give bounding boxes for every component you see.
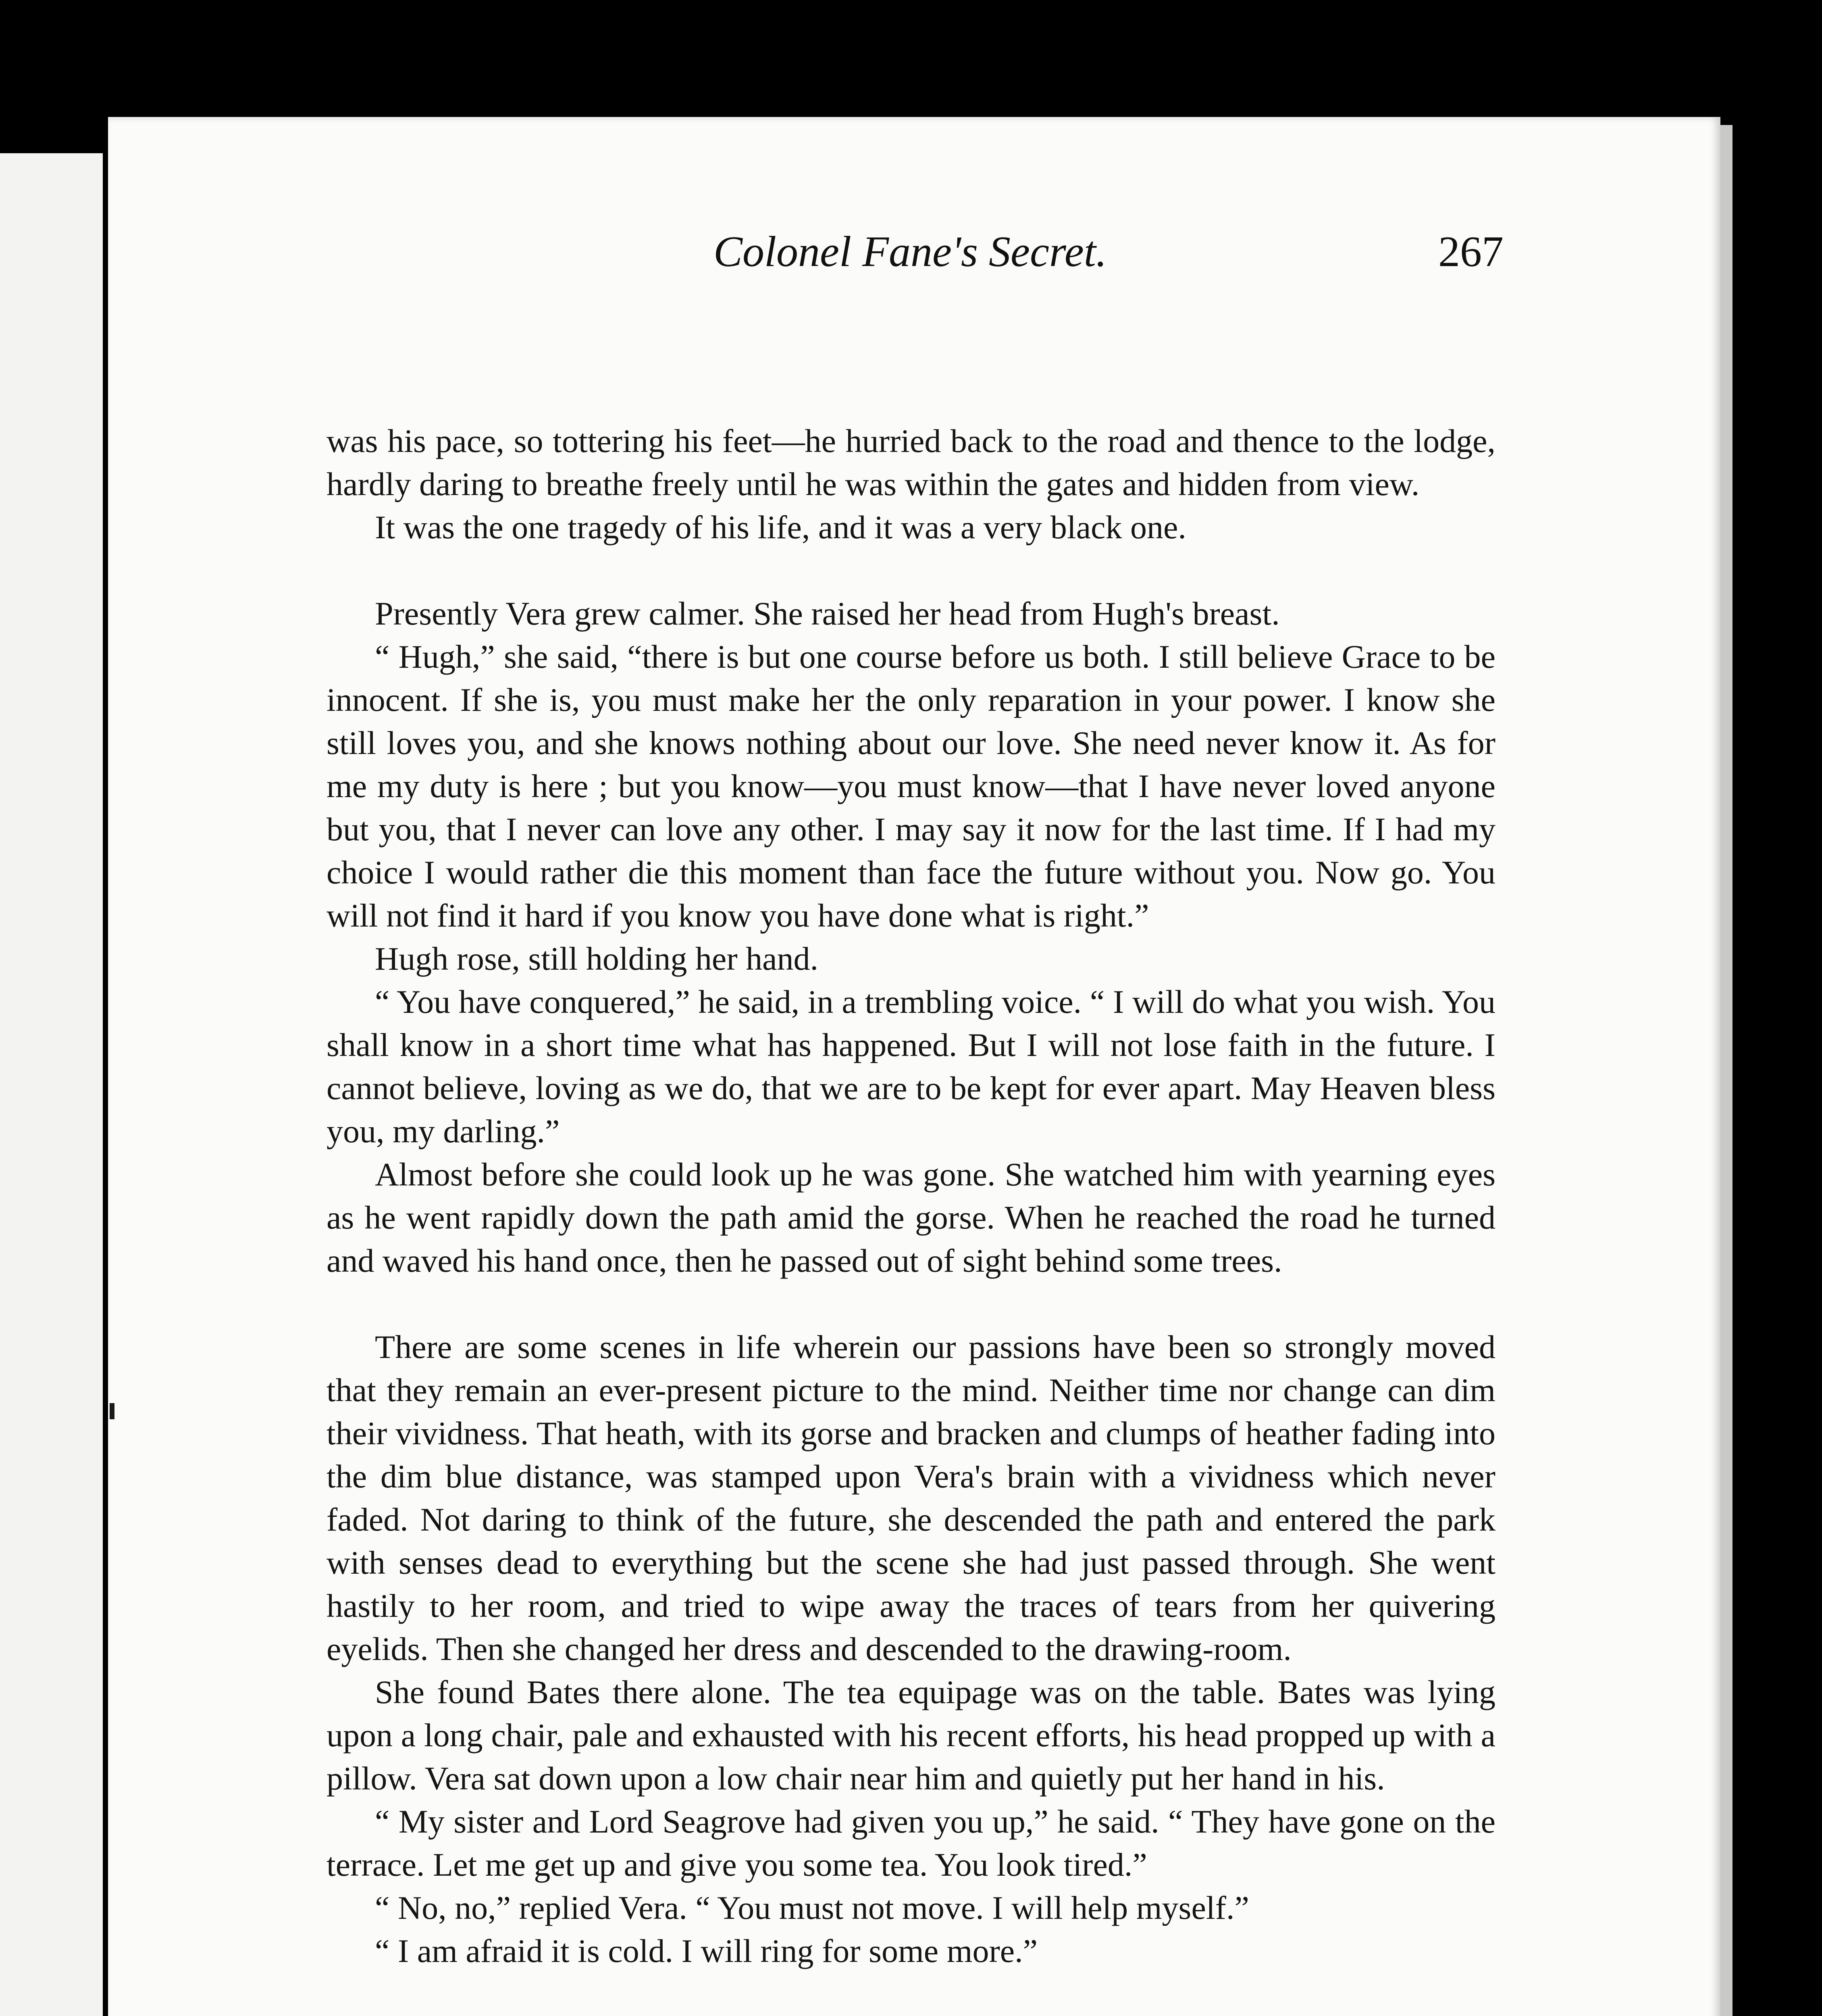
paragraph: “ You have conquered,” he said, in a trembling voice. “ I will do what you wish. You shall know in a short time what has happened. But I will not lose faith in the future. I cannot believe, loving as we do, that we are to be kept for ever apart. May Heaven bless you, my darling.” bbox=[327, 983, 1495, 1150]
paragraph: It was the one tragedy of his life, and it was a very black one. bbox=[375, 509, 1186, 546]
page-header bbox=[226, 220, 1504, 300]
paragraph: “ No, no,” replied Vera. “ You must not move. I will help myself.” bbox=[375, 1889, 1249, 1926]
paragraph: “ Hugh,” she said, “there is but one course before us both. I still believe Grace to be innocent. If she is, you must make her the only reparation in your power. I know she still loves you, and she knows nothing about our love. She need never know it. As for me my duty is here ; but you know—you must know—that I have never loved anyone but you, that I never can love any other. I may say it now for the last time. If I had my choice I would rather die this moment than face the future without you. Now go. You will not find it hard if you know you have done what is right.” bbox=[327, 638, 1495, 934]
facing-page-edge bbox=[0, 153, 103, 2016]
page-fore-edge bbox=[1720, 125, 1733, 2016]
paragraph: “ I am afraid it is cold. I will ring for some more.” bbox=[375, 1933, 1038, 1969]
paragraph: There are some scenes in life wherein our passions have been so strongly moved that they remain an ever-present picture to the mind. Neither time nor change can dim their vividness. That heath, with its gorse and bracken and clumps of heather fading into the dim blue distance, was stamped upon Vera's brain with a vividness which never faded. Not daring to think of the future, she descended the path and entered the park with senses dead to everything but the scene she had just passed through. She went hastily to her room, and tried to wipe away the traces of tears from her quivering eyelids. Then she changed her dress and descended to the drawing-room. bbox=[327, 1329, 1495, 1667]
running-title: Colonel Fane's Secret. bbox=[713, 228, 1107, 276]
binding-mark bbox=[110, 1403, 114, 1419]
paragraph: Presently Vera grew calmer. She raised her head from Hugh's breast. bbox=[375, 595, 1280, 632]
paragraph: She found Bates there alone. The tea equipage was on the table. Bates was lying upon a long chair, pale and exhausted with his recent efforts, his head propped up with a pillow. Vera sat down upon a low chair near him and quietly put her hand in his. bbox=[327, 1674, 1495, 1797]
body-text bbox=[327, 419, 1495, 1972]
page-number: 267 bbox=[1438, 228, 1504, 276]
paragraph: “ My sister and Lord Seagrove had given you up,” he said. “ They have gone on the terrace. Let me get up and give you some tea. You look tired.” bbox=[327, 1803, 1495, 1883]
paragraph: Hugh rose, still holding her hand. bbox=[375, 940, 819, 977]
paragraph: was his pace, so tottering his feet—he hurried back to the road and thence to the lodge, hardly daring to breathe freely until he was within the gates and hidden from view. bbox=[327, 423, 1495, 502]
paragraph: Almost before she could look up he was gone. She watched him with yearning eyes as he went rapidly down the path amid the gorse. When he reached the road he turned and waved his hand once, then he passed out of sight behind some trees. bbox=[327, 1156, 1495, 1279]
